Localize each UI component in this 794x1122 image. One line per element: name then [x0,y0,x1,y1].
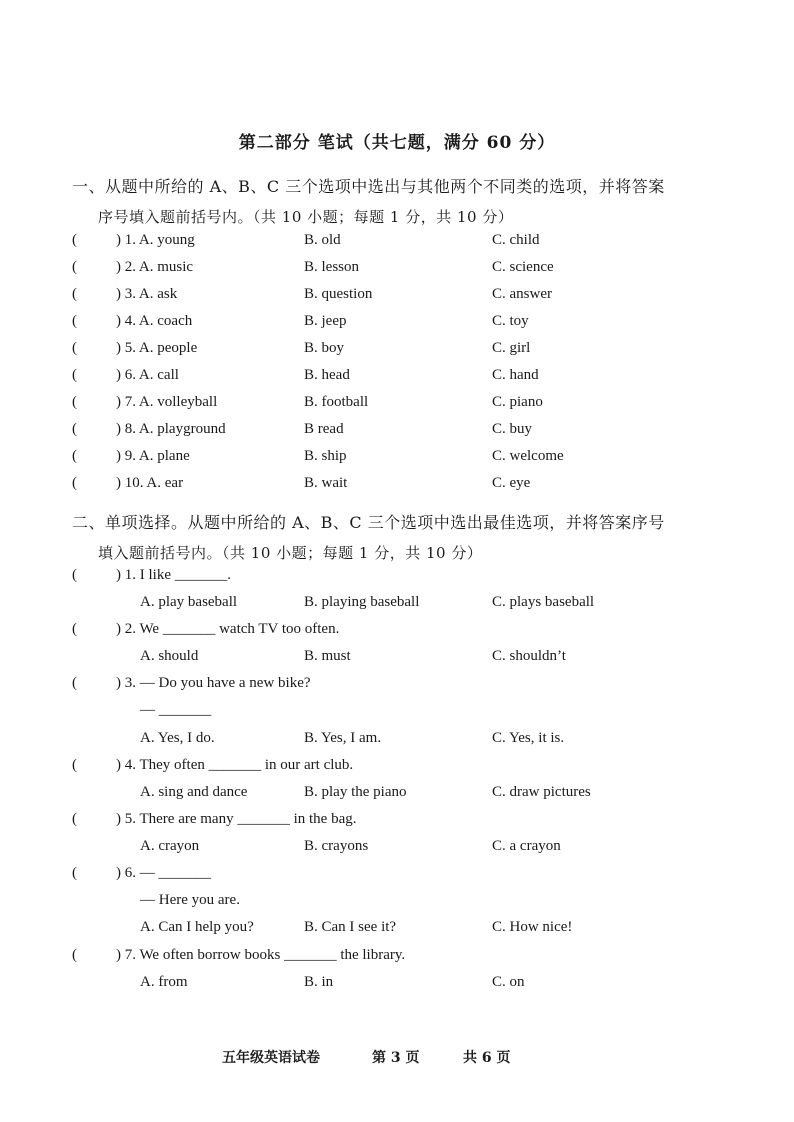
option-b: B. football [304,394,369,410]
question-stem: ) 4. They often _______ in our art club. [116,757,354,773]
section1-heading-line1: 一、从题中所给的 A、B、C 三个选项中选出与其他两个不同类的选项，并将答案 [72,177,665,196]
option-a: A. Yes, I do. [140,730,215,746]
option-c: C. Yes, it is. [492,730,565,746]
option-b: B. playing baseball [304,594,420,610]
answer-paren[interactable]: ( [72,448,77,464]
option-a: ) 4. A. coach [116,313,193,329]
s2-options-4 [72,780,712,804]
option-b: B. head [304,367,350,383]
option-b: B. lesson [304,259,360,275]
option-c: C. on [492,974,525,990]
option-c: C. eye [492,475,531,491]
option-b: B. jeep [304,313,347,329]
answer-paren[interactable]: ( [72,567,77,583]
option-a: A. should [140,648,199,664]
option-c: C. answer [492,286,552,302]
answer-paren[interactable]: ( [72,947,77,963]
answer-paren[interactable]: ( [72,865,77,881]
question-stem: ) 6. — _______ [116,865,211,881]
s1-question-5 [72,336,712,360]
section1-heading-line2: 序号填入题前括号内。（共 10 小题；每题 1 分，共 10 分） [98,208,514,226]
s1-question-8 [72,417,712,441]
option-a: ) 1. A. young [116,232,195,248]
s2-question-6-reply: — Here you are. [140,892,240,908]
question-stem: ) 5. There are many _______ in the bag. [116,811,357,827]
option-b: B. must [304,648,351,664]
s2-question-4 [72,753,712,777]
option-b: B. old [304,232,341,248]
section2-heading-line1: 二、单项选择。从题中所给的 A、B、C 三个选项中选出最佳选项，并将答案序号 [72,513,665,532]
answer-paren[interactable]: ( [72,313,77,329]
option-a: ) 2. A. music [116,259,194,275]
s2-options-2 [72,644,712,668]
s2-question-6 [72,861,712,885]
s2-options-3 [72,726,712,750]
option-c: C. piano [492,394,543,410]
answer-paren[interactable]: ( [72,811,77,827]
answer-paren[interactable]: ( [72,286,77,302]
answer-paren[interactable]: ( [72,757,77,773]
option-b: B. ship [304,448,347,464]
answer-paren[interactable]: ( [72,621,77,637]
footer-total-pages: 共 6 页 [463,1050,511,1066]
option-c: C. child [492,232,540,248]
s1-question-1 [72,228,712,252]
option-c: C. shouldn’t [492,648,566,664]
section2-heading [72,508,665,568]
s1-question-10 [72,471,712,495]
option-b: B. boy [304,340,345,356]
s2-options-1 [72,590,712,614]
option-c: C. hand [492,367,539,383]
answer-paren[interactable]: ( [72,394,77,410]
option-a: A. play baseball [140,594,238,610]
option-a: A. sing and dance [140,784,248,800]
s1-question-2 [72,255,712,279]
option-a: ) 3. A. ask [116,286,178,302]
option-a: ) 5. A. people [116,340,198,356]
s2-question-3-reply: — _______ [140,702,212,718]
option-a: ) 6. A. call [116,367,179,383]
s1-question-4 [72,309,712,333]
option-a: ) 8. A. playground [116,421,226,437]
section2-heading-line2: 填入题前括号内。（共 10 小题；每题 1 分，共 10 分） [98,544,483,562]
s2-options-6 [72,915,712,939]
option-c: C. girl [492,340,531,356]
question-stem: ) 7. We often borrow books _______ the library. [116,947,406,963]
option-a: A. crayon [140,838,200,854]
question-stem: ) 2. We _______ watch TV too often. [116,621,340,637]
question-stem: ) 1. I like _______. [116,567,231,583]
s2-question-5 [72,807,712,831]
answer-paren[interactable]: ( [72,475,77,491]
option-a: A. from [140,974,188,990]
option-b: B. Can I see it? [304,919,397,935]
option-c: C. buy [492,421,533,437]
section1-heading [72,172,665,232]
answer-paren[interactable]: ( [72,421,77,437]
s1-question-6 [72,363,712,387]
question-stem: ) 3. — Do you have a new bike? [116,675,311,691]
option-c: C. science [492,259,554,275]
option-b: B. question [304,286,373,302]
s1-question-3 [72,282,712,306]
option-a: A. Can I help you? [140,919,254,935]
page-footer [0,1047,794,1071]
s2-options-7 [72,970,712,994]
option-a: ) 10. A. ear [116,475,184,491]
footer-page-number: 第 3 页 [372,1050,420,1066]
s2-options-5 [72,834,712,858]
option-c: C. How nice! [492,919,573,935]
option-b: B. in [304,974,334,990]
answer-paren[interactable]: ( [72,340,77,356]
option-c: C. plays baseball [492,594,595,610]
option-b: B. play the piano [304,784,407,800]
option-c: C. toy [492,313,529,329]
option-b: B. Yes, I am. [304,730,382,746]
s1-question-7 [72,390,712,414]
s2-question-1 [72,563,712,587]
option-c: C. draw pictures [492,784,591,800]
s2-question-3 [72,671,712,695]
part-title: 第二部分 笔试（共七题，满分 60 分） [238,133,556,153]
option-c: C. a crayon [492,838,561,854]
answer-paren[interactable]: ( [72,259,77,275]
s1-question-9 [72,444,712,468]
s2-question-7 [72,943,712,967]
answer-paren[interactable]: ( [72,367,77,383]
option-c: C. welcome [492,448,564,464]
option-a: ) 7. A. volleyball [116,394,218,410]
footer-exam-name: 五年级英语试卷 [222,1050,320,1066]
s2-question-2 [72,617,712,641]
option-b: B. crayons [304,838,369,854]
option-b: B. wait [304,475,348,491]
answer-paren[interactable]: ( [72,232,77,248]
option-a: ) 9. A. plane [116,448,190,464]
answer-paren[interactable]: ( [72,675,77,691]
option-b: B read [304,421,344,437]
